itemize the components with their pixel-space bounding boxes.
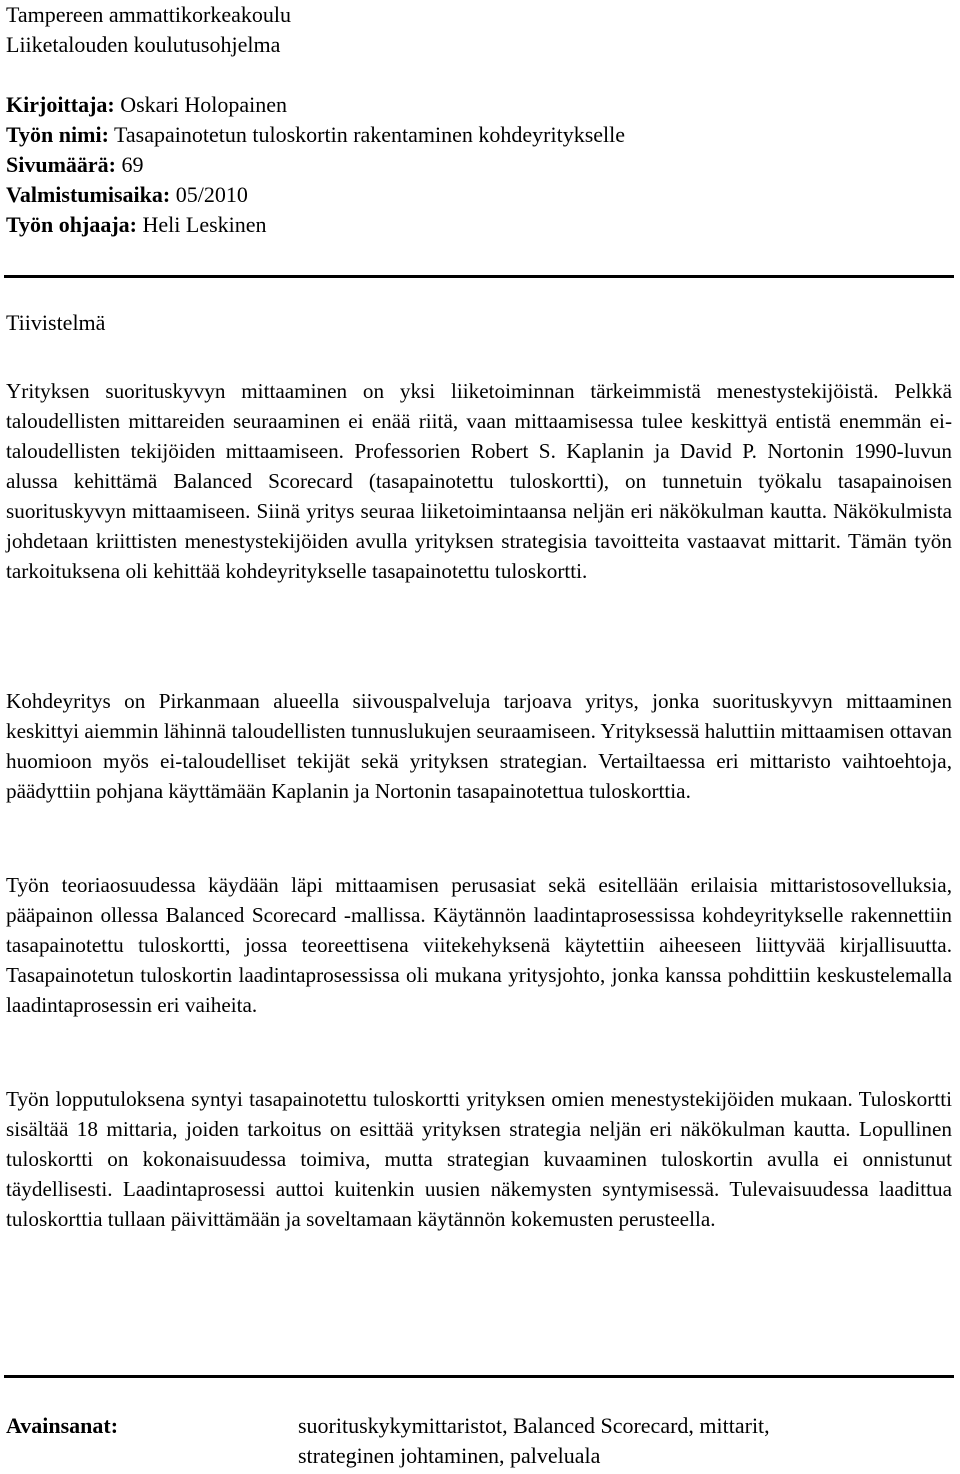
author-row (6, 90, 287, 120)
thesis-title-row (6, 120, 625, 150)
supervisor-label: Työn ohjaaja: (6, 212, 137, 237)
author-label: Kirjoittaja: (6, 92, 115, 117)
completed-row (6, 180, 248, 210)
author-value: Oskari Holopainen (114, 92, 288, 117)
abstract-heading: Tiivistelmä (6, 310, 106, 335)
supervisor-value: Heli Leskinen (137, 212, 267, 237)
abstract-paragraph-1: Yrityksen suorituskyvyn mittaaminen on yksi liiketoiminnan tärkeimmistä menestystekijöistä. Pelkkä taloudellisten mittareiden seuraaminen ei enää riitä, vaan mittaamisessa tulee keskittyä entistä enemmän ei-taloudellisten tekijöiden mittaamiseen. Professorien Robert S. Kaplanin ja David P. Nortonin 1990-luvun alussa kehittämä Balanced Scorecard (tasapainotettu tuloskortti), on tunnetuin työkalu tasapainoisen suorituskyvyn mittaamiseen. Siinä yritys seuraa liiketoimintaansa neljän eri näkökulman kautta. Näkökulmista johdetaan kriittisten menestystekijöiden avulla yrityksen strategisia tavoitteita vastaavat mittarit. Tämän työn tarkoituksena oli kehittää kohdeyritykselle tasapainotettu tuloskortti. (6, 379, 952, 583)
abstract-paragraph-4: Työn lopputuloksena syntyi tasapainotettu tuloskortti yrityksen omien menestystekijöiden mukaan. Tuloskortti sisältää 18 mittaria, joiden tarkoitus on esittää yrityksen strategia neljän eri näkökulman kautta. Lopullinen tuloskortti on kokonaisuudessa toimiva, mutta strategian kuvaaminen tuloskortin avulla ei onnistunut täydellisesti. Laadintaprosessi auttoi kuitenkin uusien näkemysten syntymisessä. Tulevaisuudessa laadittua tuloskorttia tullaan päivittämään ja soveltamaan käytännön kokemusten perusteella. (6, 1087, 952, 1231)
abstract-paragraph-3: Työn teoriaosuudessa käydään läpi mittaamisen perusasiat sekä esitellään erilaisia mittaristosovelluksia, pääpainon ollessa Balanced Scorecard -mallissa. Käytännön laadintaprosessissa kohdeyritykselle rakennettiin tasapainotettu tuloskortti, jossa teoreettisena viitekehyksenä käytettiin aiheeseen liittyvää kirjallisuutta. Tasapainotetun tuloskortin laadintaprosessissa oli mukana yritysjohto, jonka kanssa pohdittiin keskustelemalla laadintaprosessin eri vaiheita. (6, 873, 952, 1017)
abstract-paragraph-2: Kohdeyritys on Pirkanmaan alueella siivouspalveluja tarjoava yritys, jonka suorituskyvyn mittaaminen keskittyi aiemmin lähinnä taloudellisten tunnuslukujen seuraamiseen. Yrityksessä haluttiin mittaamisen ottavan huomioon myös ei-taloudelliset tekijät sekä yrityksen strategian. Vertailtaessa eri mittaristo vaihtoehtoja, päädyttiin pohjana käyttämään Kaplanin ja Nortonin tasapainotettua tuloskorttia. (6, 689, 952, 803)
keywords-value (298, 1411, 938, 1471)
pages-value: 69 (116, 152, 144, 177)
bottom-divider (4, 1375, 954, 1378)
keywords-line-1: suorituskykymittaristot, Balanced Scorecard, mittarit, (298, 1413, 770, 1438)
top-divider (4, 275, 954, 278)
completed-value: 05/2010 (170, 182, 248, 207)
thesis-title-label: Työn nimi: (6, 122, 109, 147)
pages-row (6, 150, 144, 180)
program-name: Liiketalouden koulutusohjelma (6, 32, 281, 57)
supervisor-row (6, 210, 267, 240)
keywords-line-2: strateginen johtaminen, palveluala (298, 1443, 601, 1468)
completed-label: Valmistumisaika: (6, 182, 171, 207)
thesis-title-value: Tasapainotetun tuloskortin rakentaminen kohdeyritykselle (108, 122, 626, 147)
keywords-label: Avainsanat: (6, 1413, 119, 1438)
school-name: Tampereen ammattikorkeakoulu (6, 2, 291, 27)
pages-label: Sivumäärä: (6, 152, 116, 177)
